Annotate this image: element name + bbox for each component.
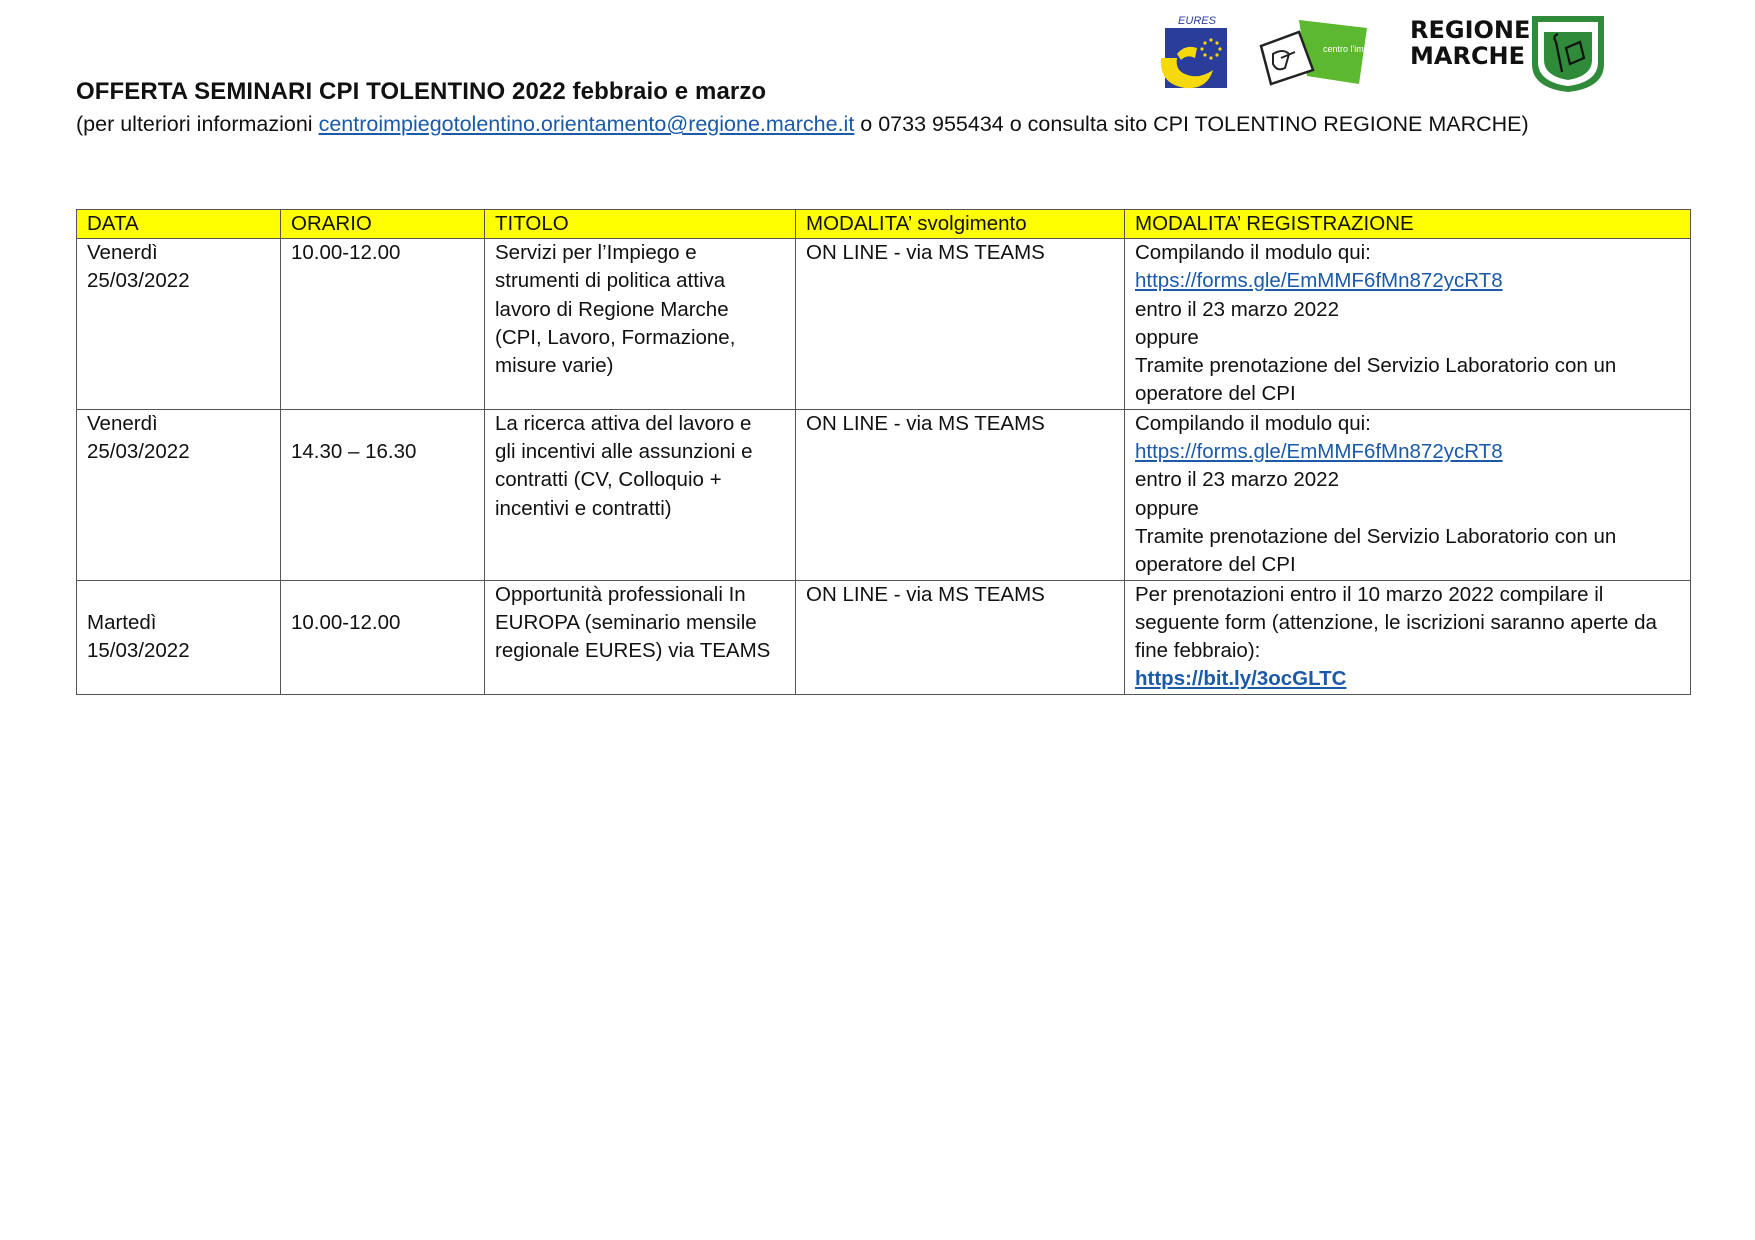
centro-impiego-logo-text: centro l'impiego bbox=[1323, 44, 1386, 54]
cell-date: 15/03/2022 bbox=[87, 639, 190, 663]
cell-registrazione bbox=[1125, 580, 1691, 694]
cell-registrazione bbox=[1125, 239, 1691, 410]
registration-alternative: operatore del CPI bbox=[1135, 553, 1296, 577]
registration-form-link[interactable]: https://bit.ly/3ocGLTC bbox=[1135, 667, 1347, 691]
table-row bbox=[77, 580, 1691, 694]
cell-data bbox=[77, 409, 281, 580]
logos-area bbox=[1155, 10, 1755, 100]
registration-text: fine febbraio): bbox=[1135, 639, 1261, 663]
page-subtitle bbox=[76, 112, 1529, 137]
registration-text: Per prenotazioni entro il 10 marzo 2022 compilare il bbox=[1135, 582, 1604, 606]
subtitle-suffix: o 0733 955434 o consulta sito CPI TOLENTINO REGIONE MARCHE) bbox=[854, 112, 1529, 136]
cell-data bbox=[77, 580, 281, 694]
registration-intro: Compilando il modulo qui: bbox=[1135, 411, 1371, 435]
cell-orario bbox=[281, 580, 485, 694]
registration-deadline: entro il 23 marzo 2022 bbox=[1135, 468, 1339, 492]
cell-orario bbox=[281, 239, 485, 410]
registration-or: oppure bbox=[1135, 325, 1199, 349]
regione-logo-line2: MARCHE bbox=[1410, 42, 1526, 70]
registration-form-link[interactable]: https://forms.gle/EmMMF6fMn872ycRT8 bbox=[1135, 440, 1503, 464]
table-row bbox=[77, 409, 1691, 580]
cell-title-line: incentivi e contratti) bbox=[495, 496, 672, 520]
cell-modalita: ON LINE - via MS TEAMS bbox=[796, 580, 1125, 694]
header-titolo: TITOLO bbox=[485, 210, 796, 239]
header-data: DATA bbox=[77, 210, 281, 239]
cell-title-line: lavoro di Regione Marche bbox=[495, 297, 729, 321]
cell-registrazione bbox=[1125, 409, 1691, 580]
cell-title-line: misure varie) bbox=[495, 354, 614, 378]
regione-marche-logo bbox=[1410, 12, 1610, 92]
page-title: OFFERTA SEMINARI CPI TOLENTINO 2022 febbraio e marzo bbox=[76, 78, 767, 105]
seminars-table bbox=[76, 209, 1691, 695]
cell-modalita: ON LINE - via MS TEAMS bbox=[796, 239, 1125, 410]
table-header-row bbox=[77, 210, 1691, 239]
registration-alternative: operatore del CPI bbox=[1135, 382, 1296, 406]
cell-date: 25/03/2022 bbox=[87, 440, 190, 464]
eures-logo bbox=[1155, 14, 1235, 96]
cell-time: 14.30 – 16.30 bbox=[291, 440, 417, 464]
header-modalita-registrazione: MODALITA’ REGISTRAZIONE bbox=[1125, 210, 1691, 239]
cell-date: 25/03/2022 bbox=[87, 269, 190, 293]
regione-logo-line1: REGIONE bbox=[1410, 16, 1531, 44]
cell-time: 10.00-12.00 bbox=[291, 610, 401, 634]
cell-title-line: regionale EURES) via TEAMS bbox=[495, 639, 771, 663]
cell-day: Venerdì bbox=[87, 411, 158, 435]
registration-form-link[interactable]: https://forms.gle/EmMMF6fMn872ycRT8 bbox=[1135, 269, 1503, 293]
cell-title-line: Opportunità professionali In bbox=[495, 582, 746, 606]
registration-alternative: Tramite prenotazione del Servizio Laboratorio con un bbox=[1135, 354, 1617, 378]
cell-title-line: contratti (CV, Colloquio + bbox=[495, 468, 722, 492]
header-orario: ORARIO bbox=[281, 210, 485, 239]
header-modalita-svolgimento: MODALITA’ svolgimento bbox=[796, 210, 1125, 239]
cell-title-line: (CPI, Lavoro, Formazione, bbox=[495, 325, 736, 349]
cell-titolo bbox=[485, 580, 796, 694]
subtitle-prefix: (per ulteriori informazioni bbox=[76, 112, 319, 136]
registration-intro: Compilando il modulo qui: bbox=[1135, 241, 1371, 264]
registration-deadline: entro il 23 marzo 2022 bbox=[1135, 297, 1339, 321]
cell-modalita: ON LINE - via MS TEAMS bbox=[796, 409, 1125, 580]
cell-titolo bbox=[485, 409, 796, 580]
table-row bbox=[77, 239, 1691, 410]
cell-data bbox=[77, 239, 281, 410]
cell-title-line: EUROPA (seminario mensile bbox=[495, 610, 757, 634]
cell-title-line: strumenti di politica attiva bbox=[495, 269, 726, 293]
centro-impiego-logo bbox=[1255, 18, 1386, 88]
eures-logo-text: EURES bbox=[1178, 15, 1216, 27]
cell-time: 10.00-12.00 bbox=[291, 241, 401, 264]
cell-title-line: La ricerca attiva del lavoro e bbox=[495, 411, 752, 435]
cell-day: Martedì bbox=[87, 610, 157, 634]
cell-title-line: gli incentivi alle assunzioni e bbox=[495, 440, 753, 464]
registration-alternative: Tramite prenotazione del Servizio Laboratorio con un bbox=[1135, 524, 1617, 548]
cell-orario bbox=[281, 409, 485, 580]
contact-email-link[interactable]: centroimpiegotolentino.orientamento@regione.marche.it bbox=[318, 112, 855, 136]
cell-titolo bbox=[485, 239, 796, 410]
cell-title-line: Servizi per l’Impiego e bbox=[495, 241, 697, 264]
registration-text: seguente form (attenzione, le iscrizioni saranno aperte da bbox=[1135, 610, 1657, 634]
registration-or: oppure bbox=[1135, 496, 1199, 520]
cell-day: Venerdì bbox=[87, 241, 158, 264]
